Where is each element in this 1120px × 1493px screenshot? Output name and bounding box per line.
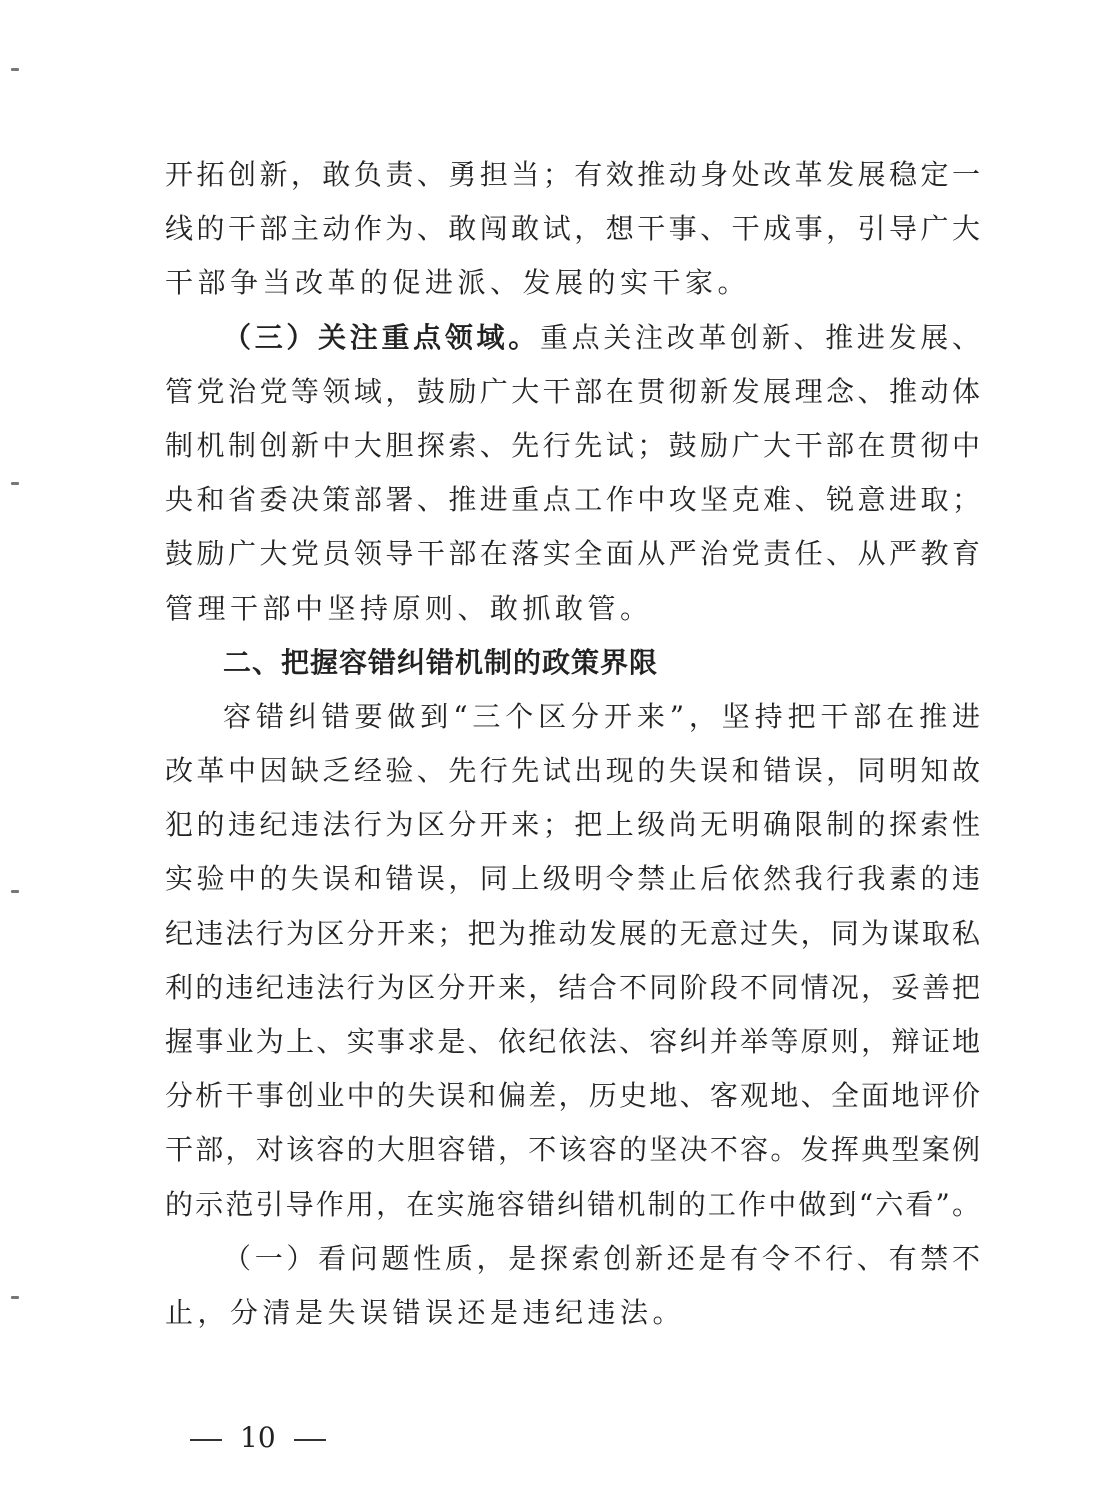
text-line: 鼓励广大党员领导干部在落实全面从严治党责任、从严教育 bbox=[165, 537, 980, 571]
text-line: 利的违纪违法行为区分开来，结合不同阶段不同情况，妥善把 bbox=[165, 970, 980, 1004]
document-body bbox=[165, 148, 980, 1340]
binding-hole-mark bbox=[8, 1294, 22, 1302]
paragraph-1 bbox=[165, 148, 980, 311]
text-line: 容错纠错要做到“三个区分开来”，坚持把干部在推进 bbox=[223, 699, 980, 733]
subsection-title: （三）关注重点领域。 bbox=[223, 320, 540, 354]
text-line: 开拓创新，敢负责、勇担当；有效推动身处改革发展稳定一 bbox=[165, 158, 980, 191]
page-number: 10 bbox=[240, 1421, 276, 1454]
binding-hole-mark bbox=[8, 888, 22, 896]
text-line: 止，分清是失误错误还是违纪违法。 bbox=[165, 1295, 686, 1329]
page-footer bbox=[190, 1418, 326, 1458]
footer-dash-right bbox=[294, 1439, 326, 1441]
text-line: 线的干部主动作为、敢闯敢试，想干事、干成事，引导广大 bbox=[165, 212, 980, 246]
text-line: 干部争当改革的促进派、发展的实干家。 bbox=[165, 266, 751, 300]
text-line: 制机制创新中大胆探索、先行先试；鼓励广大干部在贯彻中 bbox=[165, 428, 980, 462]
text-line: 的示范引导作用，在实施容错纠错机制的工作中做到“六看”。 bbox=[165, 1187, 980, 1221]
text-line: 干部，对该容的大胆容错，不该容的坚决不容。发挥典型案例 bbox=[165, 1133, 980, 1167]
paragraph-focus-areas bbox=[165, 311, 980, 636]
paragraph-problem-nature bbox=[165, 1232, 980, 1340]
binding-hole-mark bbox=[8, 66, 22, 74]
text-line: 实验中的失误和错误，同上级明令禁止后依然我行我素的违 bbox=[165, 862, 980, 896]
text-line: 改革中因缺乏经验、先行先试出现的失误和错误，同明知故 bbox=[165, 754, 980, 788]
text-line: （一）看问题性质，是探索创新还是有令不行、有禁不 bbox=[223, 1241, 980, 1275]
text-line bbox=[165, 311, 980, 365]
section-heading: 二、把握容错纠错机制的政策界限 bbox=[223, 645, 659, 679]
text-line: 犯的违纪违法行为区分开来；把上级尚无明确限制的探索性 bbox=[165, 808, 980, 842]
text-line: 纪违法行为区分开来；把为推动发展的无意过失，同为谋取私 bbox=[165, 916, 980, 950]
text-run: 重点关注改革创新、推进发展、 bbox=[539, 320, 980, 354]
binding-hole-mark bbox=[8, 480, 22, 488]
text-line: 央和省委决策部署、推进重点工作中攻坚克难、锐意进取； bbox=[165, 483, 980, 517]
text-line: 管理干部中坚持原则、敢抓敢管。 bbox=[165, 591, 653, 625]
text-line: 握事业为上、实事求是、依纪依法、容纠并举等原则，辩证地 bbox=[165, 1025, 980, 1058]
text-line: 分析干事创业中的失误和偏差，历史地、客观地、全面地评价 bbox=[165, 1079, 980, 1113]
footer-dash-left bbox=[190, 1439, 222, 1441]
text-line: 管党治党等领域，鼓励广大干部在贯彻新发展理念、推动体 bbox=[165, 374, 980, 408]
paragraph-policy-boundaries bbox=[165, 690, 980, 1232]
